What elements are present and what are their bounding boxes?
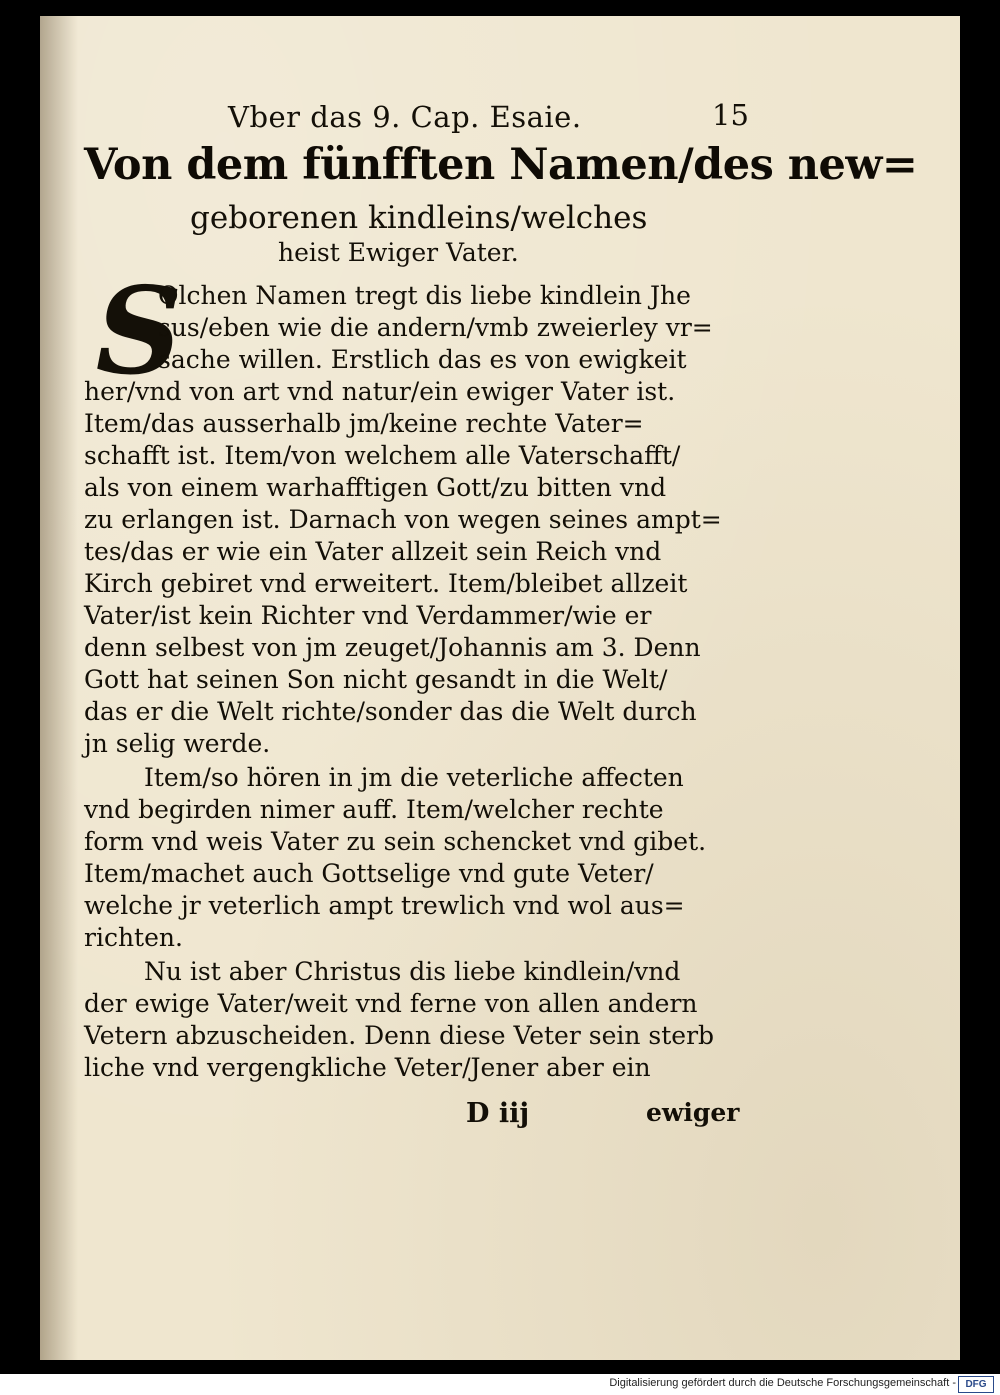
- page-number: 15: [712, 98, 749, 132]
- funding-note: Digitalisierung gefördert durch die Deutsche Forschungsgemeinschaft -: [609, 1377, 956, 1389]
- text-line: Item/machet auch Gottselige vnd gute Veter/: [84, 859, 654, 888]
- text-line: vnd begirden nimer auff. Item/welcher rechte: [84, 795, 664, 824]
- text-line: Kirch gebiret vnd erweitert. Item/bleibet allzeit: [84, 569, 688, 598]
- chapter-title-line-2: geborenen kindleins/welches: [190, 200, 648, 236]
- catchword: ewiger: [646, 1098, 740, 1127]
- text-line: als von einem warhafftigen Gott/zu bitten vnd: [84, 473, 667, 502]
- text-line: der ewige Vater/weit vnd ferne von allen andern: [84, 989, 698, 1018]
- text-line: welche jr veterlich ampt trewlich vnd wol aus=: [84, 891, 685, 920]
- text-line: Gott hat seinen Son nicht gesandt in die Welt/: [84, 665, 668, 694]
- text-line: sache willen. Erstlich das es von ewigkeit: [158, 345, 687, 374]
- text-line: Item/das ausserhalb jm/keine rechte Vater=: [84, 409, 644, 438]
- text-line: jn selig werde.: [84, 729, 271, 758]
- decorated-initial: S: [95, 261, 183, 402]
- chapter-title-line-3: heist Ewiger Vater.: [278, 238, 519, 267]
- text-line: sus/eben wie die andern/vmb zweierley vr=: [158, 313, 713, 342]
- text-line: zu erlangen ist. Darnach von wegen seines ampt=: [84, 505, 722, 534]
- gutter-shadow: [40, 16, 78, 1360]
- text-line: schafft ist. Item/von welchem alle Vaterschafft/: [84, 441, 681, 470]
- chapter-title-line-1: Von dem fünfften Namen/des new=: [84, 140, 918, 190]
- text-line: das er die Welt richte/sonder das die Welt durch: [84, 697, 697, 726]
- text-line: her/vnd von art vnd natur/ein ewiger Vater ist.: [84, 377, 676, 406]
- text-line: Item/so hören in jm die veterliche affecten: [144, 763, 684, 792]
- text-line: Nu ist aber Christus dis liebe kindlein/vnd: [144, 957, 681, 986]
- text-line: richten.: [84, 923, 183, 952]
- text-line: tes/das er wie ein Vater allzeit sein Reich vnd: [84, 537, 662, 566]
- dfg-logo: DFG: [958, 1376, 994, 1393]
- text-line: Olchen Namen tregt dis liebe kindlein Jhe: [158, 281, 691, 310]
- signature-mark: D iij: [466, 1098, 530, 1129]
- text-line: denn selbest von jm zeuget/Johannis am 3. Denn: [84, 633, 701, 662]
- text-line: liche vnd vergengkliche Veter/Jener aber ein: [84, 1053, 651, 1082]
- text-line: Vetern abzuscheiden. Denn diese Veter sein sterb: [84, 1021, 715, 1050]
- book-page: [40, 16, 960, 1360]
- text-line: Vater/ist kein Richter vnd Verdammer/wie er: [84, 601, 652, 630]
- text-line: form vnd weis Vater zu sein schencket vnd gibet.: [84, 827, 707, 856]
- running-head: Vber das 9. Cap. Esaie.: [228, 100, 582, 134]
